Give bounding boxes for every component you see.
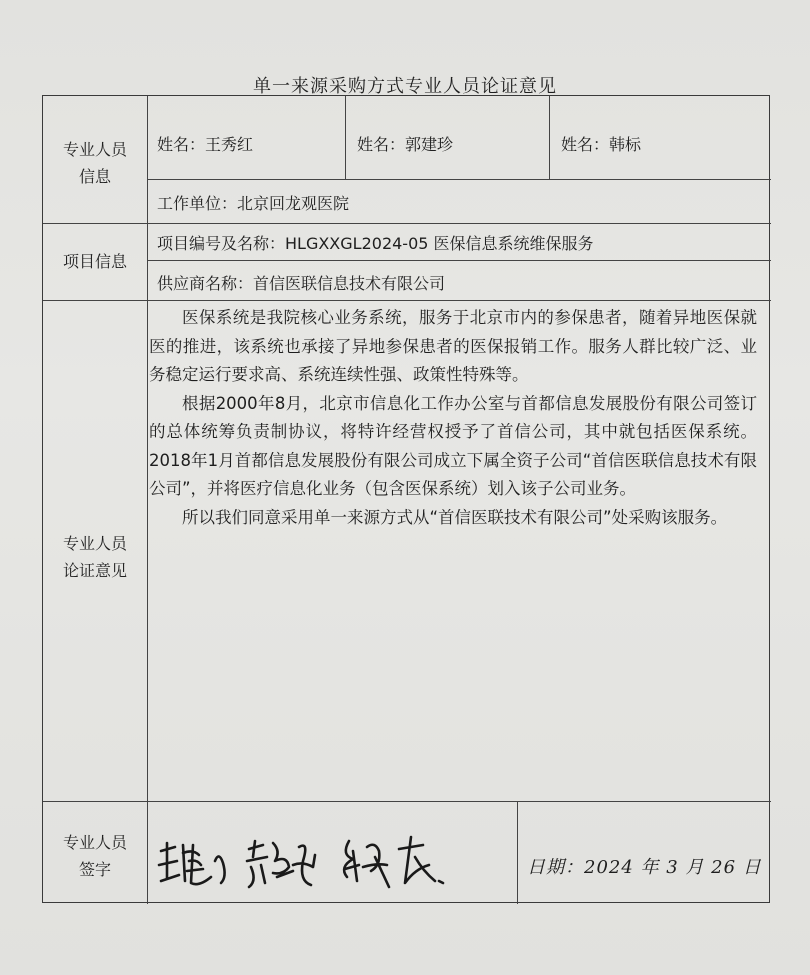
expert-info-label: 专业人员信息 xyxy=(63,140,128,186)
expert-name-1: 姓名：王秀红 xyxy=(157,135,254,154)
handwritten-signatures xyxy=(153,821,453,901)
opinion-label: 专业人员论证意见 xyxy=(63,534,128,580)
opinion-paragraph: 根据2000年8月，北京市信息化工作办公室与首都信息发展股份有限公司签订的总体统筹负责制协议，将特许经营权授予了首信公司，其中就包括医保系统。2018年1月首都信息发展股份有限公司成立下属全资子公司“首信医联信息技术有限公司”，并将医疗信息化业务（包含医保系统）划入该子公司业务。 xyxy=(149,393,757,498)
row-divider xyxy=(43,223,771,224)
column-divider xyxy=(345,96,346,179)
row-divider xyxy=(147,260,771,261)
row-divider xyxy=(147,179,771,180)
column-divider xyxy=(549,96,550,179)
row-divider xyxy=(43,300,771,301)
work-unit: 工作单位：北京回龙观医院 xyxy=(157,194,350,213)
opinion-paragraph: 所以我们同意采用单一来源方式从“首信医联技术有限公司”处采购该服务。 xyxy=(182,507,728,527)
project-name: 项目编号及名称：HLGXXGL2024-05 医保信息系统维保服务 xyxy=(157,234,594,253)
expert-name-3: 姓名：韩标 xyxy=(561,135,642,154)
row-divider xyxy=(43,801,771,802)
opinion-body xyxy=(149,304,757,532)
expert-name-2: 姓名：郭建珍 xyxy=(357,135,454,154)
signature-label: 专业人员签字 xyxy=(63,833,128,879)
column-divider xyxy=(147,96,148,904)
opinion-form-table xyxy=(42,95,770,903)
opinion-paragraph: 医保系统是我院核心业务系统，服务于北京市内的参保患者，随着异地医保就医的推进，该系统也承接了异地参保患者的医保报销工作。服务人群比较广泛、业务稳定运行要求高、系统连续性强、政策性特殊等。 xyxy=(149,308,757,384)
column-divider xyxy=(517,801,518,904)
project-info-label: 项目信息 xyxy=(62,252,127,271)
supplier-name: 供应商名称：首信医联信息技术有限公司 xyxy=(157,274,446,293)
signature-date: 日期：2024 年 3 月 26 日 xyxy=(527,857,762,878)
document-title: 单一来源采购方式专业人员论证意见 xyxy=(253,76,557,97)
